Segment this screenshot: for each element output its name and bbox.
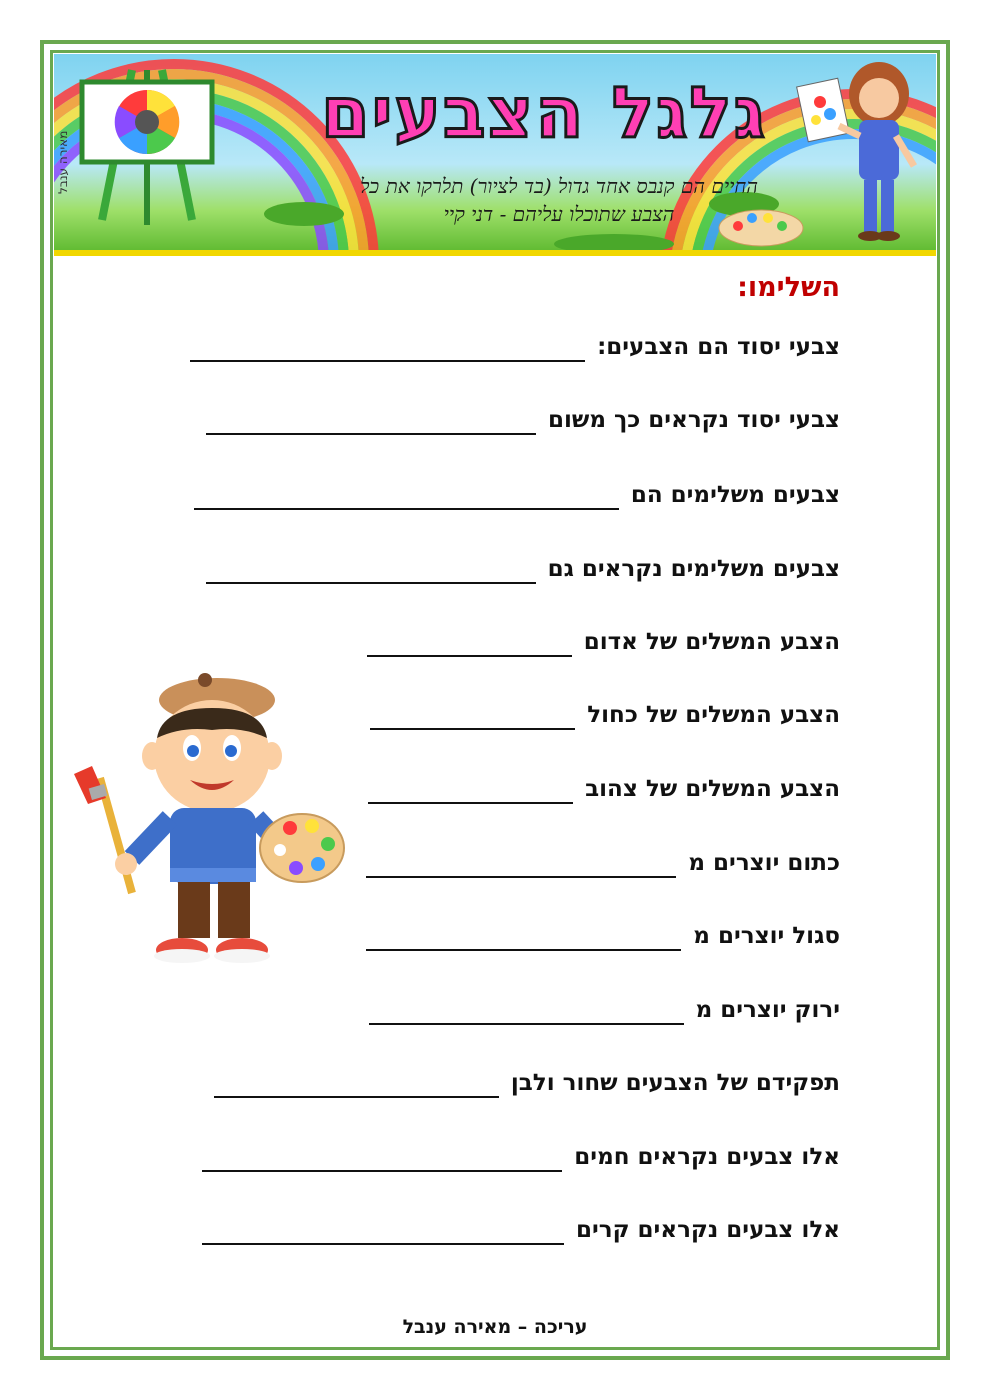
banner-quote-line1: החיים הם קנבס אחד גדול (בד לציור) תלרקו את כל <box>360 174 758 198</box>
answer-blank-line[interactable] <box>369 995 684 1025</box>
fill-in-row <box>190 322 840 362</box>
easel-color-wheel-icon <box>72 60 222 230</box>
answer-blank-line[interactable] <box>206 554 536 584</box>
fill-in-prompt: הצבע המשלים של כחול <box>587 702 840 728</box>
answer-blank-line[interactable] <box>367 627 572 657</box>
answer-blank-line[interactable] <box>214 1068 499 1098</box>
answer-blank-line[interactable] <box>368 774 573 804</box>
fill-in-row <box>214 1058 840 1098</box>
answer-blank-line[interactable] <box>194 480 619 510</box>
painter-girl-icon <box>784 56 934 246</box>
fill-in-row <box>366 838 840 878</box>
fill-in-row <box>194 470 840 510</box>
fill-in-prompt: צבעי יסוד הם הצבעים: <box>597 334 840 360</box>
answer-blank-line[interactable] <box>366 921 681 951</box>
palette-icon <box>716 204 806 250</box>
fill-in-row <box>202 1205 840 1245</box>
fill-in-prompt: צבעים משלימים הם <box>630 482 840 508</box>
fill-in-prompt: תפקידם של הצבעים שחור ולבן <box>510 1070 840 1096</box>
answer-blank-line[interactable] <box>202 1215 564 1245</box>
banner-quote-line2: הצבע שתוכלו עליהם - דני קיי <box>443 202 675 226</box>
banner-title: גלגל הצבעים <box>320 72 768 154</box>
fill-in-row <box>370 690 840 730</box>
fill-in-prompt: אלו צבעים נקראים קרים <box>575 1217 840 1243</box>
fill-in-prompt: צבעים משלימים נקראים גם <box>547 556 840 582</box>
fill-in-row <box>368 764 840 804</box>
fill-in-prompt: סגול יוצרים מ <box>693 923 840 949</box>
answer-blank-line[interactable] <box>370 700 575 730</box>
fill-in-prompt: ירוק יוצרים מ <box>695 997 840 1023</box>
answer-blank-line[interactable] <box>366 848 676 878</box>
header-banner <box>54 54 936 254</box>
answer-blank-line[interactable] <box>190 332 585 362</box>
painter-boy-icon <box>62 668 352 973</box>
fill-in-row <box>367 617 840 657</box>
fill-in-prompt: הצבע המשלים של אדום <box>583 629 840 655</box>
fill-in-prompt: הצבע המשלים של צהוב <box>585 776 840 802</box>
answer-blank-line[interactable] <box>202 1142 562 1172</box>
fill-in-prompt: צבעי יסוד נקראים כך משום <box>547 407 840 433</box>
page-heading: השלימו: <box>737 272 840 303</box>
fill-in-row <box>366 911 840 951</box>
banner-divider <box>54 250 936 256</box>
answer-blank-line[interactable] <box>206 405 536 435</box>
fill-in-row <box>206 544 840 584</box>
fill-in-prompt: אלו צבעים נקראים חמים <box>574 1144 840 1170</box>
banner-credit: מאירה ענבל <box>56 130 70 194</box>
footer-credit: עריכה – מאירה ענבל <box>402 1316 588 1338</box>
fill-in-row <box>206 395 840 435</box>
fill-in-row <box>369 985 840 1025</box>
fill-in-row <box>202 1132 840 1172</box>
fill-in-prompt: כתום יוצרים מ <box>688 850 840 876</box>
